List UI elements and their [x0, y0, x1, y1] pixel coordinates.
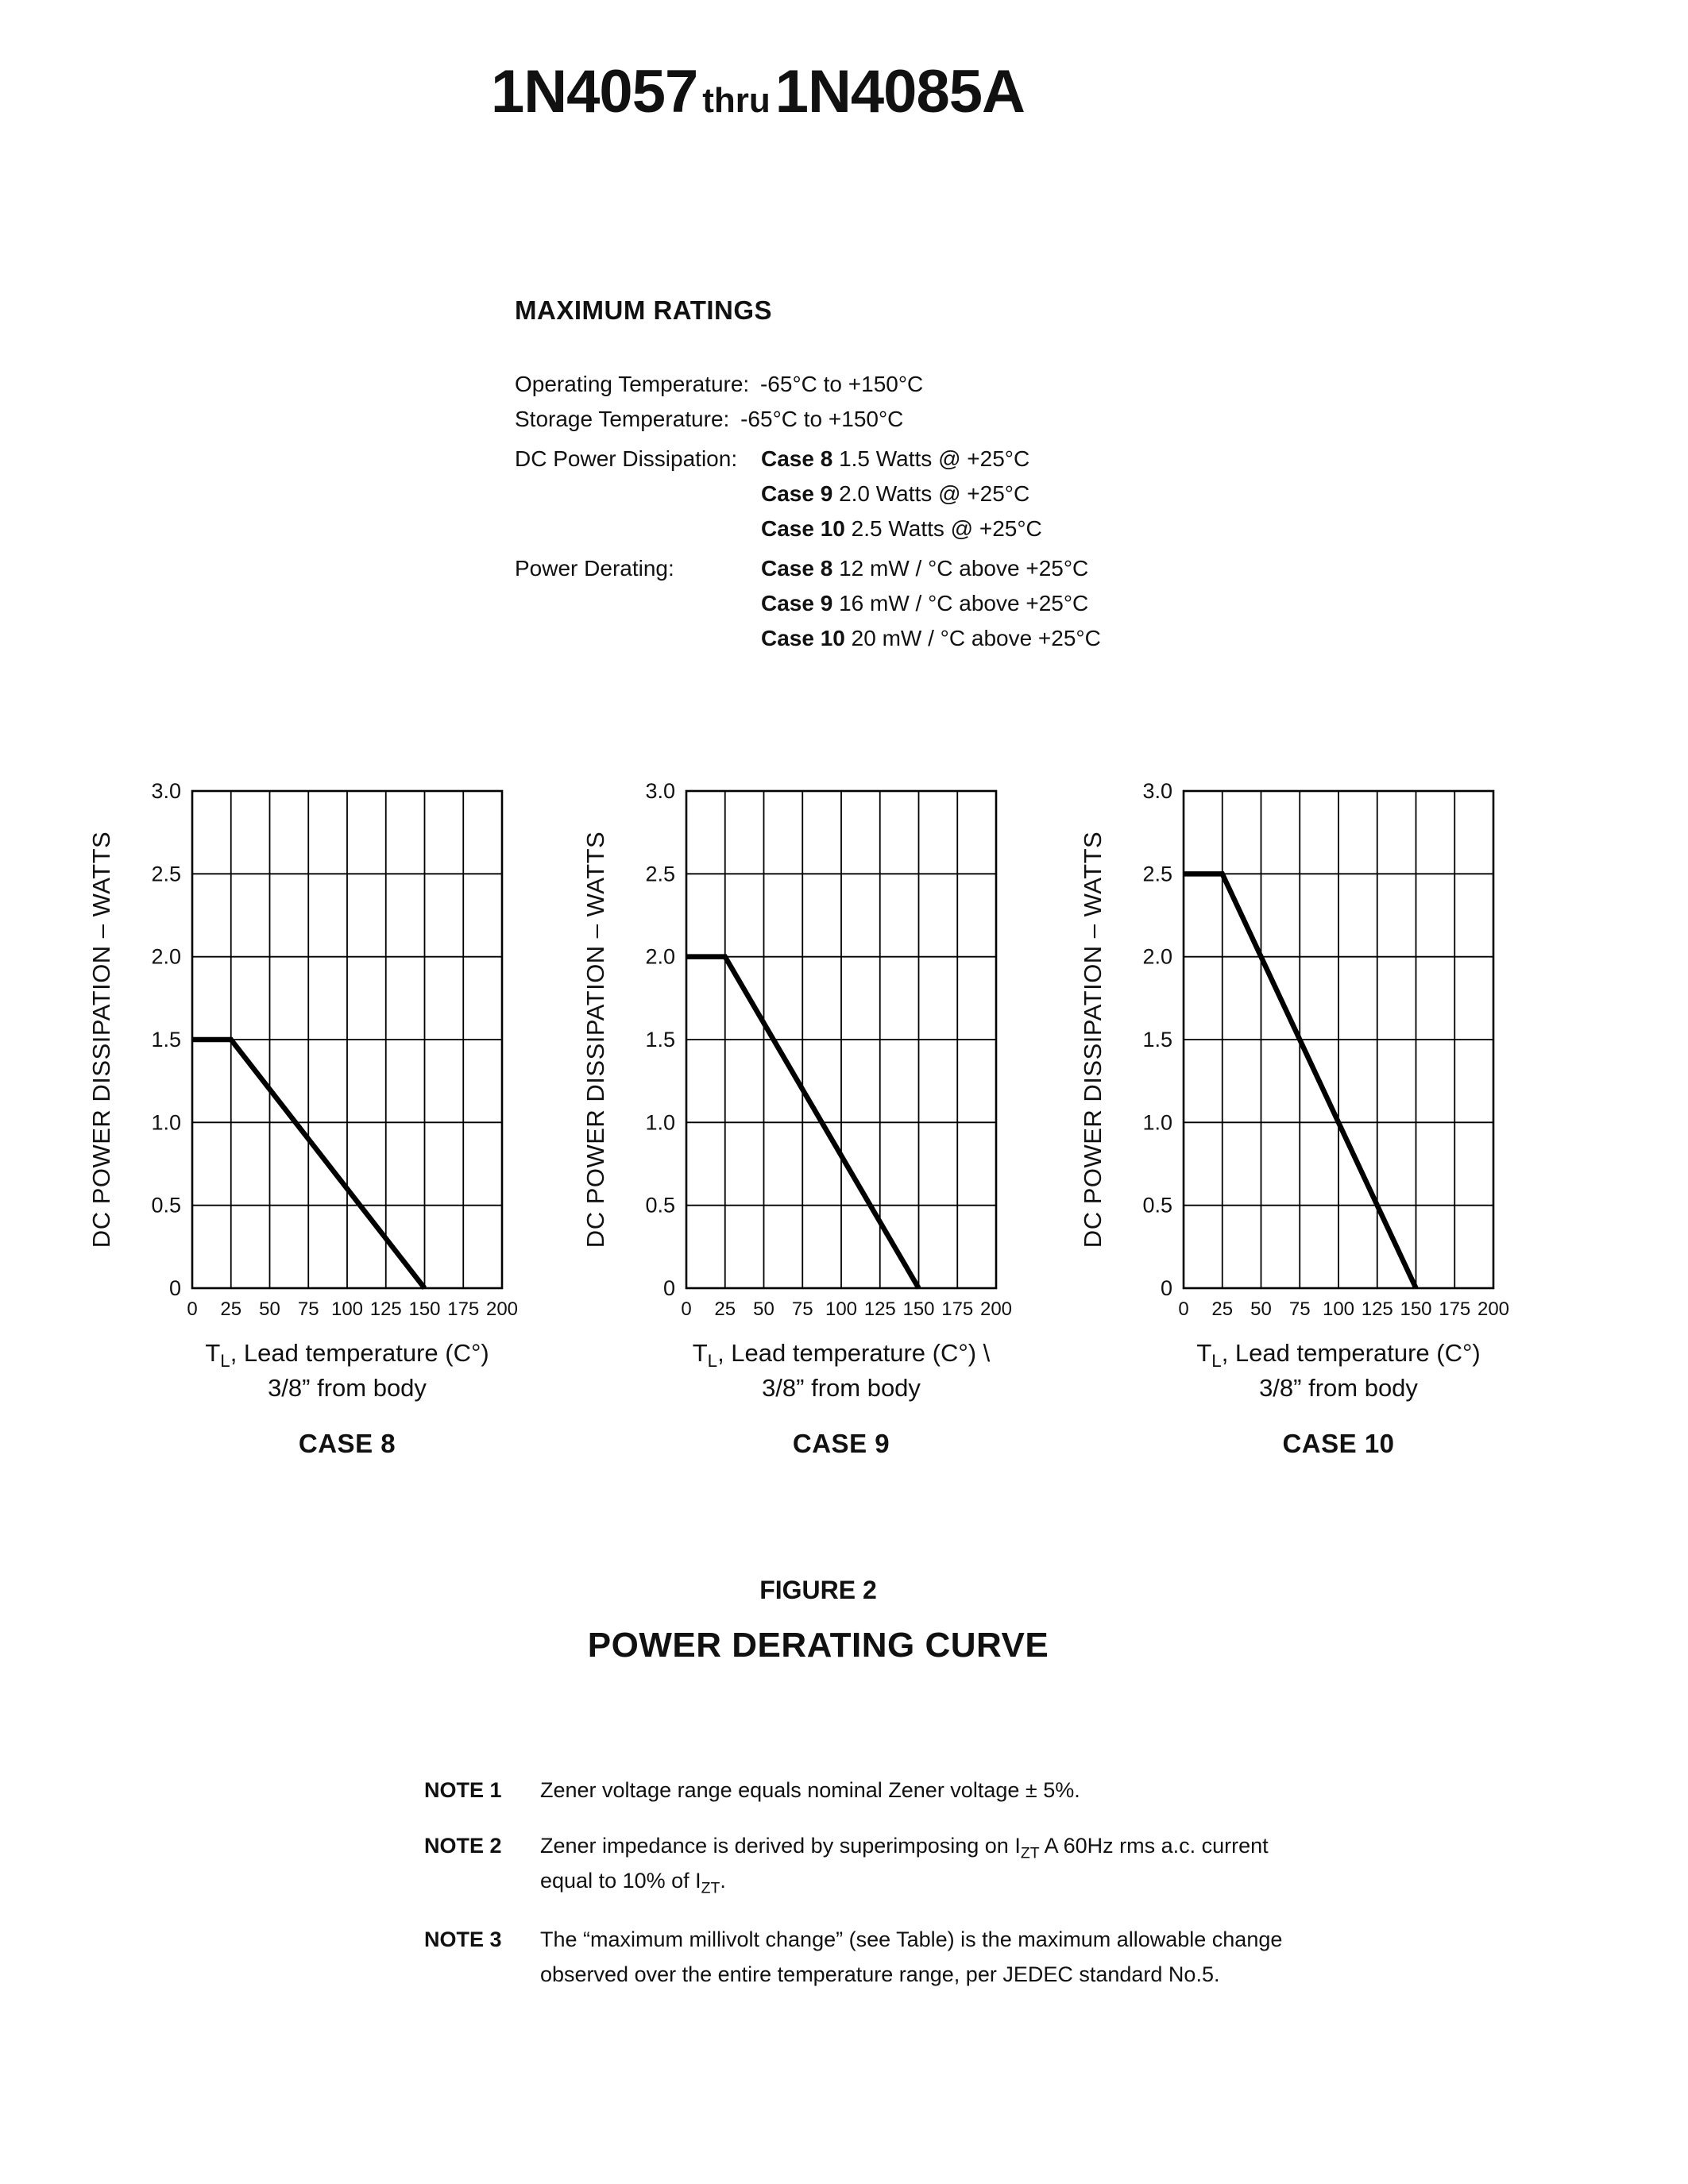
- svg-text:2.0: 2.0: [645, 944, 675, 969]
- note-text: [540, 1828, 1457, 1898]
- svg-text:0: 0: [1178, 1298, 1189, 1320]
- chart-caption-case8: [149, 1336, 546, 1461]
- case10-derating: [761, 621, 1101, 656]
- note-label: NOTE 1: [424, 1778, 502, 1802]
- note-text: [540, 1922, 1457, 1992]
- svg-text:175: 175: [447, 1298, 480, 1320]
- case9-dissipation: [761, 477, 1042, 511]
- case-title: CASE 10: [1282, 1429, 1395, 1458]
- x-axis-sublabel: 3/8” from body: [762, 1374, 921, 1402]
- title-part-start: 1N4057: [491, 58, 698, 125]
- svg-text:1.0: 1.0: [1142, 1110, 1172, 1135]
- svg-text:0: 0: [1160, 1276, 1172, 1300]
- title-thru: thru: [702, 81, 771, 120]
- case-name: Case 10: [761, 626, 845, 650]
- note-text: Zener voltage range equals nominal Zener voltage ± 5%.: [540, 1778, 1080, 1802]
- derating-chart-case8: [89, 780, 518, 1336]
- maximum-ratings-heading: MAXIMUM RATINGS: [515, 295, 773, 325]
- case-name: Case 8: [761, 446, 833, 471]
- case-title: CASE 9: [792, 1429, 890, 1458]
- svg-text:2.0: 2.0: [1142, 944, 1172, 969]
- svg-text:125: 125: [369, 1298, 402, 1320]
- svg-text:25: 25: [714, 1298, 736, 1320]
- note-1: [424, 1773, 1457, 1808]
- svg-text:75: 75: [1288, 1298, 1311, 1320]
- svg-text:50: 50: [753, 1298, 774, 1320]
- svg-text:2.5: 2.5: [1142, 862, 1172, 886]
- note-label: NOTE 3: [424, 1927, 502, 1951]
- x-axis-sublabel: 3/8” from body: [268, 1374, 427, 1402]
- svg-text:3.0: 3.0: [645, 779, 675, 803]
- svg-text:175: 175: [941, 1298, 974, 1320]
- svg-text:125: 125: [863, 1298, 896, 1320]
- svg-text:150: 150: [408, 1298, 441, 1320]
- svg-text:3.0: 3.0: [1142, 779, 1172, 803]
- derating-chart-case9: [583, 780, 1012, 1336]
- maximum-ratings-block: [515, 367, 1389, 656]
- svg-text:1.5: 1.5: [645, 1028, 675, 1051]
- page-title: [491, 57, 1025, 126]
- rating-value: -65°C to +150°C: [740, 407, 904, 431]
- rating-label: Storage Temperature:: [515, 407, 730, 431]
- case-name: Case 8: [761, 556, 833, 581]
- svg-text:50: 50: [1250, 1298, 1272, 1320]
- svg-text:0.5: 0.5: [151, 1193, 181, 1217]
- svg-text:50: 50: [259, 1298, 280, 1320]
- case-value: 1.5 Watts @ +25°C: [839, 446, 1030, 471]
- svg-text:0.5: 0.5: [1142, 1193, 1172, 1217]
- case10-dissipation: [761, 511, 1042, 546]
- svg-text:200: 200: [979, 1298, 1013, 1320]
- svg-text:3.0: 3.0: [151, 779, 181, 803]
- note-2-line2: equal to 10% of $I_{ZT}$.: [540, 1869, 726, 1897]
- dc-power-values: [761, 442, 1042, 546]
- svg-text:1.5: 1.5: [151, 1028, 181, 1051]
- svg-text:2.5: 2.5: [645, 862, 675, 886]
- figure-block: [0, 1576, 1636, 1665]
- case-value: 2.0 Watts @ +25°C: [839, 481, 1030, 506]
- svg-text:75: 75: [791, 1298, 813, 1320]
- x-axis-label: $T_L$, Lead temperature (C°): [1196, 1339, 1481, 1372]
- svg-text:0: 0: [681, 1298, 692, 1320]
- case-name: Case 9: [761, 481, 833, 506]
- derating-values: [761, 551, 1101, 656]
- svg-text:150: 150: [1400, 1298, 1432, 1320]
- svg-text:125: 125: [1361, 1298, 1393, 1320]
- svg-text:DC POWER DISSIPATION – WATTS: DC POWER DISSIPATION – WATTS: [1079, 831, 1107, 1248]
- svg-text:DC POWER DISSIPATION – WATTS: DC POWER DISSIPATION – WATTS: [581, 831, 609, 1248]
- svg-text:150: 150: [902, 1298, 935, 1320]
- case8-dissipation: [761, 442, 1042, 477]
- case-value: 2.5 Watts @ +25°C: [851, 516, 1042, 541]
- chart-caption-case10: [1140, 1336, 1537, 1461]
- note-3-line1: The “maximum millivolt change” (see Table) is the maximum allowable change: [540, 1927, 1283, 1951]
- svg-text:175: 175: [1439, 1298, 1471, 1320]
- rating-label: Operating Temperature:: [515, 372, 750, 396]
- power-derating-row: [515, 551, 1389, 656]
- x-axis-label: $T_L$, Lead temperature (C°): [205, 1339, 489, 1372]
- x-axis-sublabel: 3/8” from body: [1259, 1374, 1418, 1402]
- note-3-line2: observed over the entire temperature range, per JEDEC standard No.5.: [540, 1962, 1220, 1986]
- case8-derating: [761, 551, 1101, 586]
- derating-chart-case10: [1080, 780, 1509, 1336]
- note-2-line1: Zener impedance is derived by superimposing on $I_{ZT}$ A 60Hz rms a.c. current: [540, 1834, 1269, 1862]
- svg-text:2.5: 2.5: [151, 862, 181, 886]
- svg-text:25: 25: [220, 1298, 242, 1320]
- case-value: 12 mW / °C above +25°C: [839, 556, 1089, 581]
- svg-text:DC POWER DISSIPATION – WATTS: DC POWER DISSIPATION – WATTS: [87, 831, 115, 1248]
- svg-text:25: 25: [1211, 1298, 1234, 1320]
- svg-text:0: 0: [662, 1276, 675, 1300]
- svg-text:75: 75: [297, 1298, 319, 1320]
- note-label: NOTE 2: [424, 1834, 502, 1858]
- operating-temperature-row: [515, 367, 1389, 402]
- case-title: CASE 8: [298, 1429, 396, 1458]
- note-2: [424, 1828, 1457, 1898]
- svg-text:100: 100: [1322, 1298, 1355, 1320]
- case-name: Case 9: [761, 591, 833, 615]
- rating-label: Power Derating:: [515, 556, 674, 581]
- case-value: 20 mW / °C above +25°C: [851, 626, 1101, 650]
- svg-text:200: 200: [485, 1298, 519, 1320]
- case-name: Case 10: [761, 516, 845, 541]
- svg-text:1.5: 1.5: [1142, 1028, 1172, 1051]
- svg-text:0.5: 0.5: [645, 1193, 675, 1217]
- svg-text:1.0: 1.0: [645, 1110, 675, 1135]
- case9-derating: [761, 586, 1101, 621]
- note-3: [424, 1922, 1457, 1992]
- dc-power-dissipation-row: [515, 442, 1389, 546]
- svg-text:0: 0: [168, 1276, 181, 1300]
- chart-caption-case9: [643, 1336, 1040, 1461]
- svg-text:0: 0: [187, 1298, 198, 1320]
- svg-text:200: 200: [1477, 1298, 1510, 1320]
- x-axis-label: $T_L$, Lead temperature (C°) \: [692, 1339, 991, 1372]
- title-part-end: 1N4085A: [774, 58, 1025, 125]
- rating-label: DC Power Dissipation:: [515, 446, 738, 471]
- case-value: 16 mW / °C above +25°C: [839, 591, 1089, 615]
- svg-text:1.0: 1.0: [151, 1110, 181, 1135]
- figure-number: FIGURE 2: [759, 1576, 877, 1604]
- svg-text:2.0: 2.0: [151, 944, 181, 969]
- storage-temperature-row: [515, 402, 1389, 437]
- figure-title: POWER DERATING CURVE: [587, 1626, 1049, 1665]
- svg-text:100: 100: [330, 1298, 364, 1320]
- svg-text:100: 100: [825, 1298, 858, 1320]
- rating-value: -65°C to +150°C: [759, 372, 924, 396]
